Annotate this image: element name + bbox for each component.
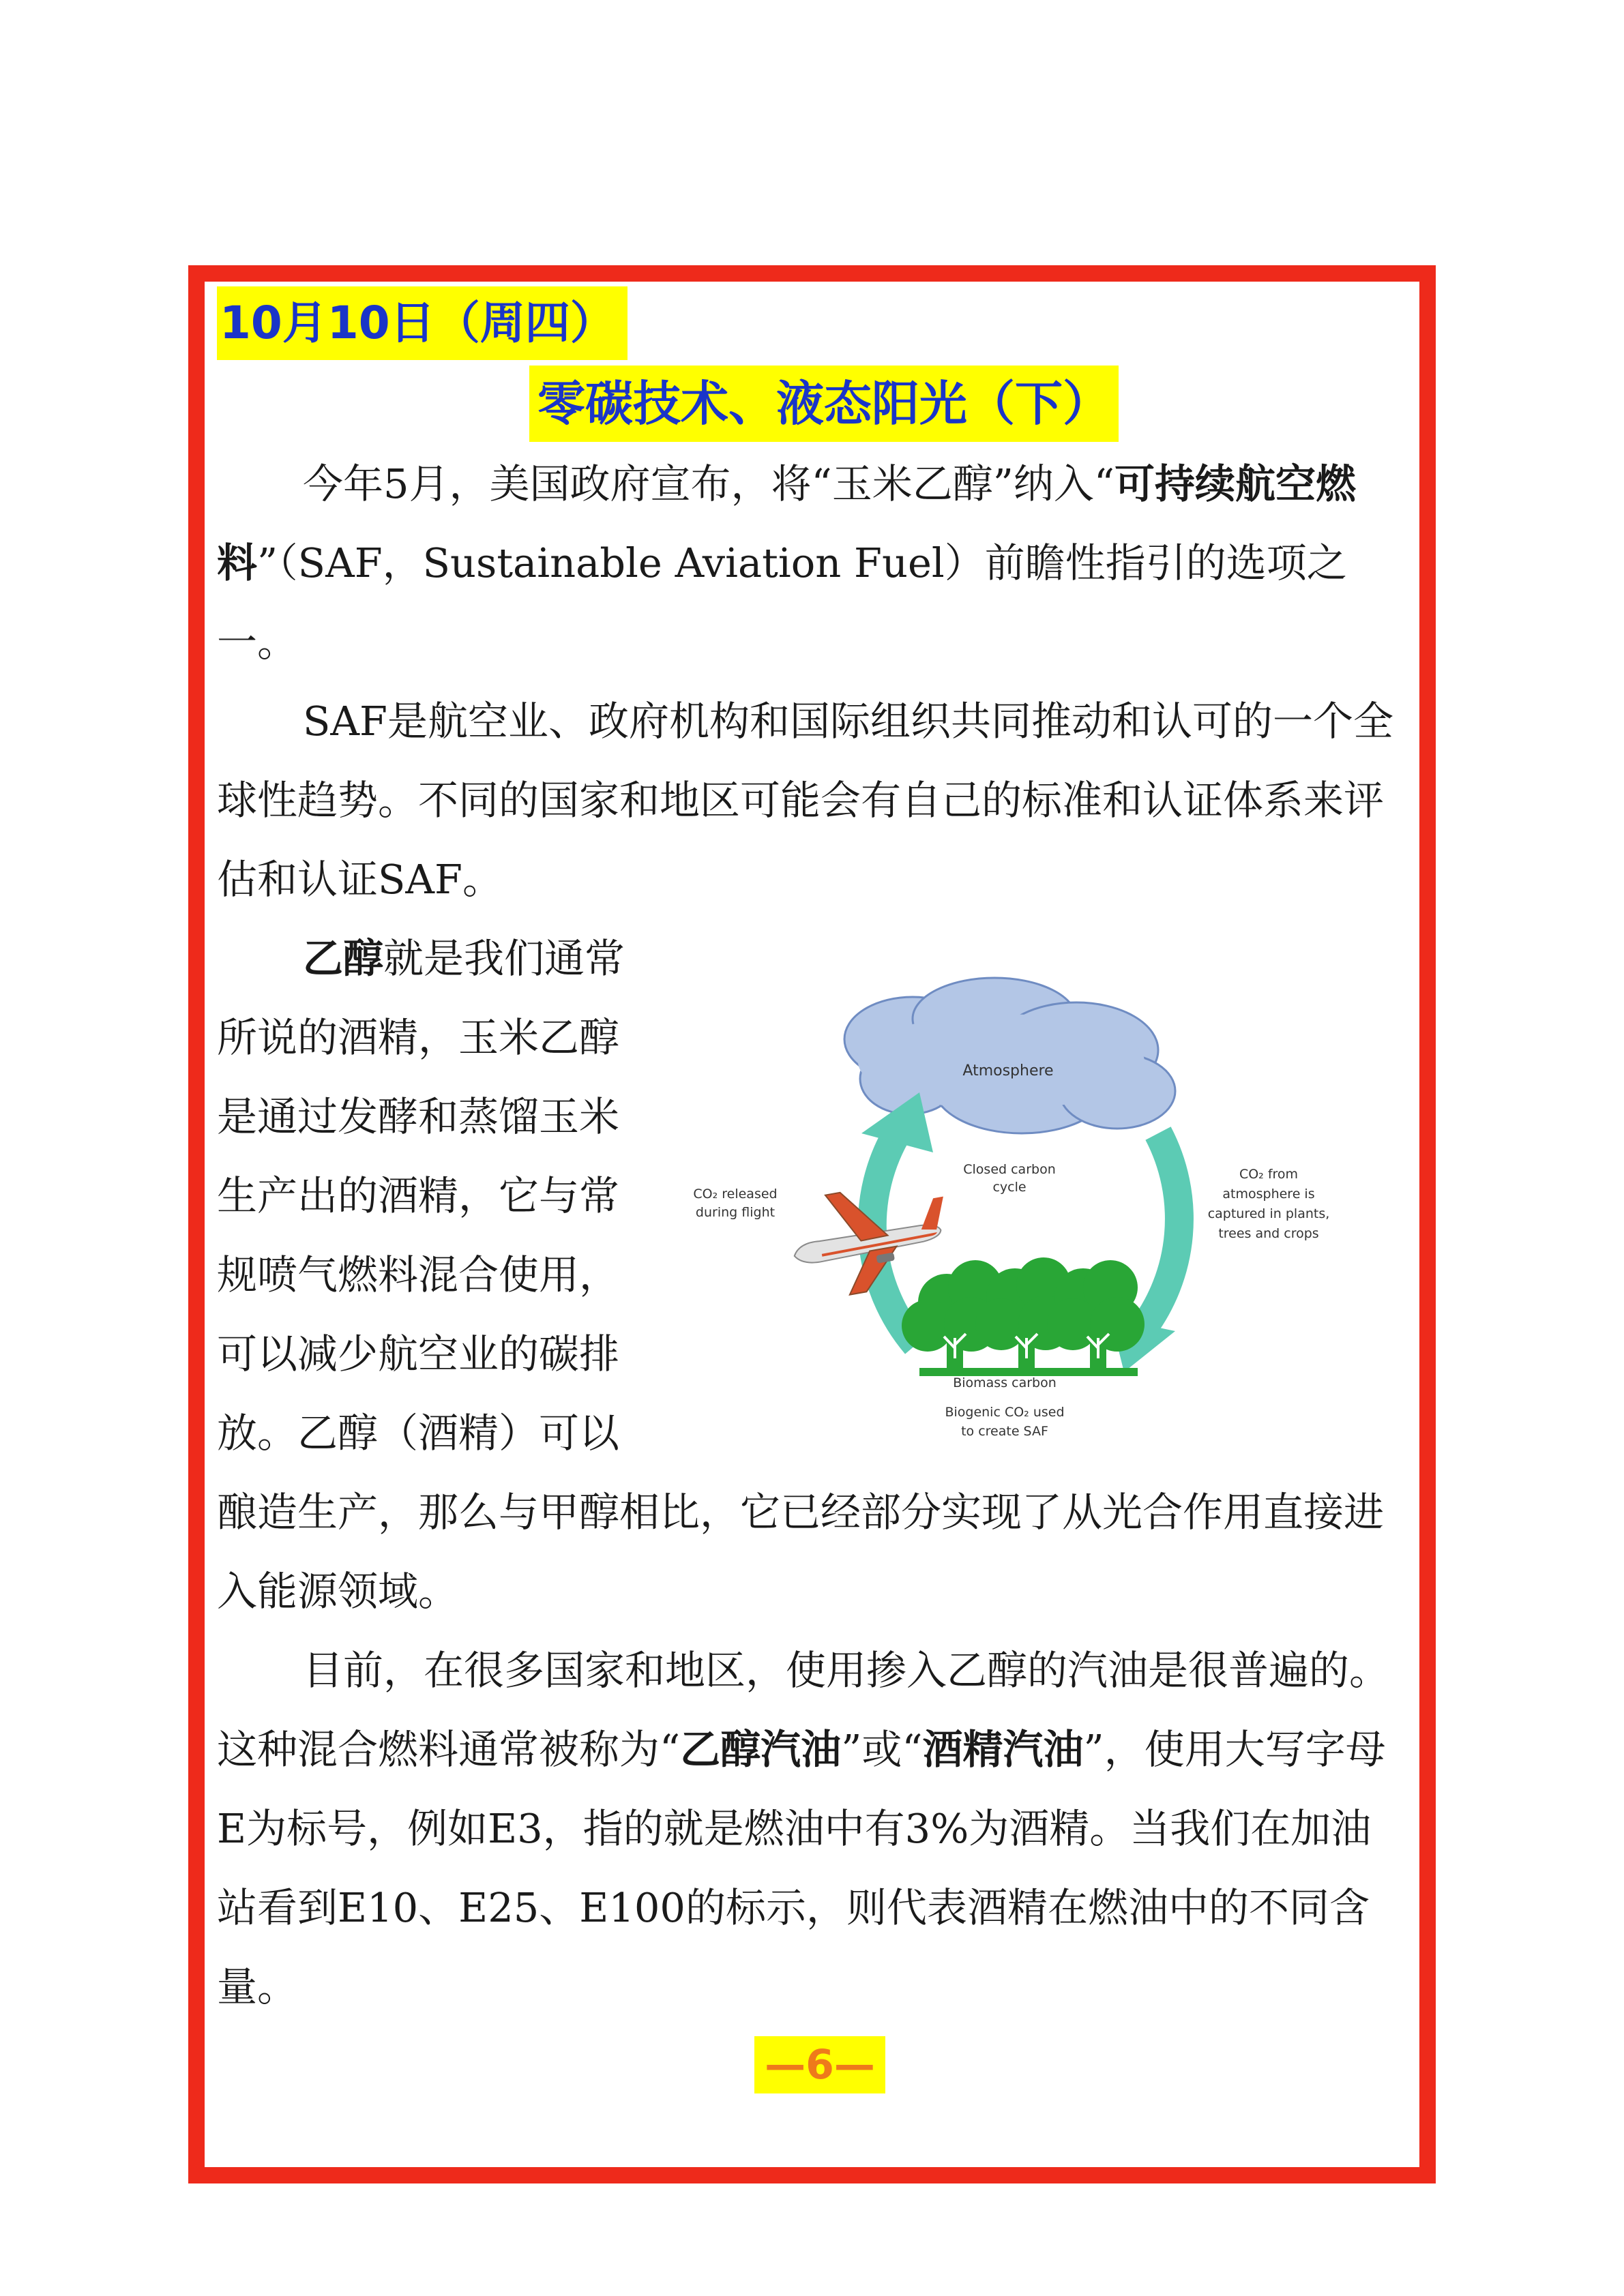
released-label-2: during flight xyxy=(695,1205,776,1220)
p4-text-a: 目前，在很多国家和地区，使用掺入乙醇的汽油是很普遍的。这种混合燃料通常被称为“ xyxy=(217,1647,1390,1773)
paragraph-4 xyxy=(217,1631,1407,2027)
paragraph-3-wrap xyxy=(217,919,653,1473)
from-label-1: CO₂ from xyxy=(1239,1167,1299,1182)
p4-bold-1: 乙醇汽油 xyxy=(680,1726,842,1773)
carbon-cycle-diagram xyxy=(674,976,1356,1454)
biogenic-label-2: to create SAF xyxy=(961,1424,1048,1439)
p4-bold-2: 酒精汽油 xyxy=(922,1726,1084,1773)
article-title: 零碳技术、液态阳光（下） xyxy=(529,366,1119,442)
tree-icon xyxy=(902,1257,1145,1376)
p3-line-1: 所说的酒精，玉米乙醇 xyxy=(217,1014,620,1061)
paragraph-2: SAF是航空业、政府机构和国际组织共同推动和认可的一个全球性趋势。不同的国家和地区可能会有自己的标准和认证体系来评估和认证SAF。 xyxy=(217,698,1393,903)
p4-text-b: ”或“ xyxy=(841,1726,923,1773)
p3-line-5: 可以减少航空业的碳排 xyxy=(217,1330,620,1377)
paragraph-3-rest: 酿造生产，那么与甲醇相比，它已经部分实现了从光合作用直接进入能源领域。 xyxy=(217,1489,1385,1615)
p3-line-6: 放。乙醇（酒精）可以 xyxy=(217,1410,620,1457)
date-heading: 10月10日（周四） xyxy=(217,286,628,360)
p3-line-2: 是通过发酵和蒸馏玉米 xyxy=(217,1093,620,1140)
p3-bold: 乙醇 xyxy=(303,935,384,982)
atmosphere-label: Atmosphere xyxy=(962,1062,1054,1079)
p3-line-3: 生产出的酒精，它与常 xyxy=(217,1172,620,1219)
p1-text-b: ”（SAF，Sustainable Aviation Fuel）前瞻性指引的选项之一。 xyxy=(217,539,1347,666)
p4-text-c: ”，使用大写字母E为标号，例如E3，指的就是燃油中有3%为酒精。当我们在加油站看到E10、E25、E100的标示，则代表酒精在燃油中的不同含量。 xyxy=(217,1726,1386,2010)
p1-bold: 可持续航空燃料 xyxy=(217,460,1357,586)
cycle-label-2: cycle xyxy=(992,1180,1027,1195)
p3-line-0: 就是我们通常 xyxy=(383,935,625,982)
released-label-1: CO₂ released xyxy=(693,1187,778,1202)
biomass-label: Biomass carbon xyxy=(953,1375,1057,1390)
p3-line-4: 规喷气燃料混合使用， xyxy=(217,1251,620,1298)
from-label-2: atmosphere is xyxy=(1222,1187,1315,1202)
from-label-4: trees and crops xyxy=(1218,1226,1319,1241)
biogenic-label-1: Biogenic CO₂ used xyxy=(945,1405,1065,1420)
paragraph-1 xyxy=(217,445,1407,682)
p1-text-a: 今年5月，美国政府宣布，将“玉米乙醇”纳入“ xyxy=(303,460,1115,507)
page-number: —6— xyxy=(754,2036,885,2093)
from-label-3: captured in plants, xyxy=(1207,1206,1330,1221)
cycle-label-1: Closed carbon xyxy=(963,1162,1056,1177)
